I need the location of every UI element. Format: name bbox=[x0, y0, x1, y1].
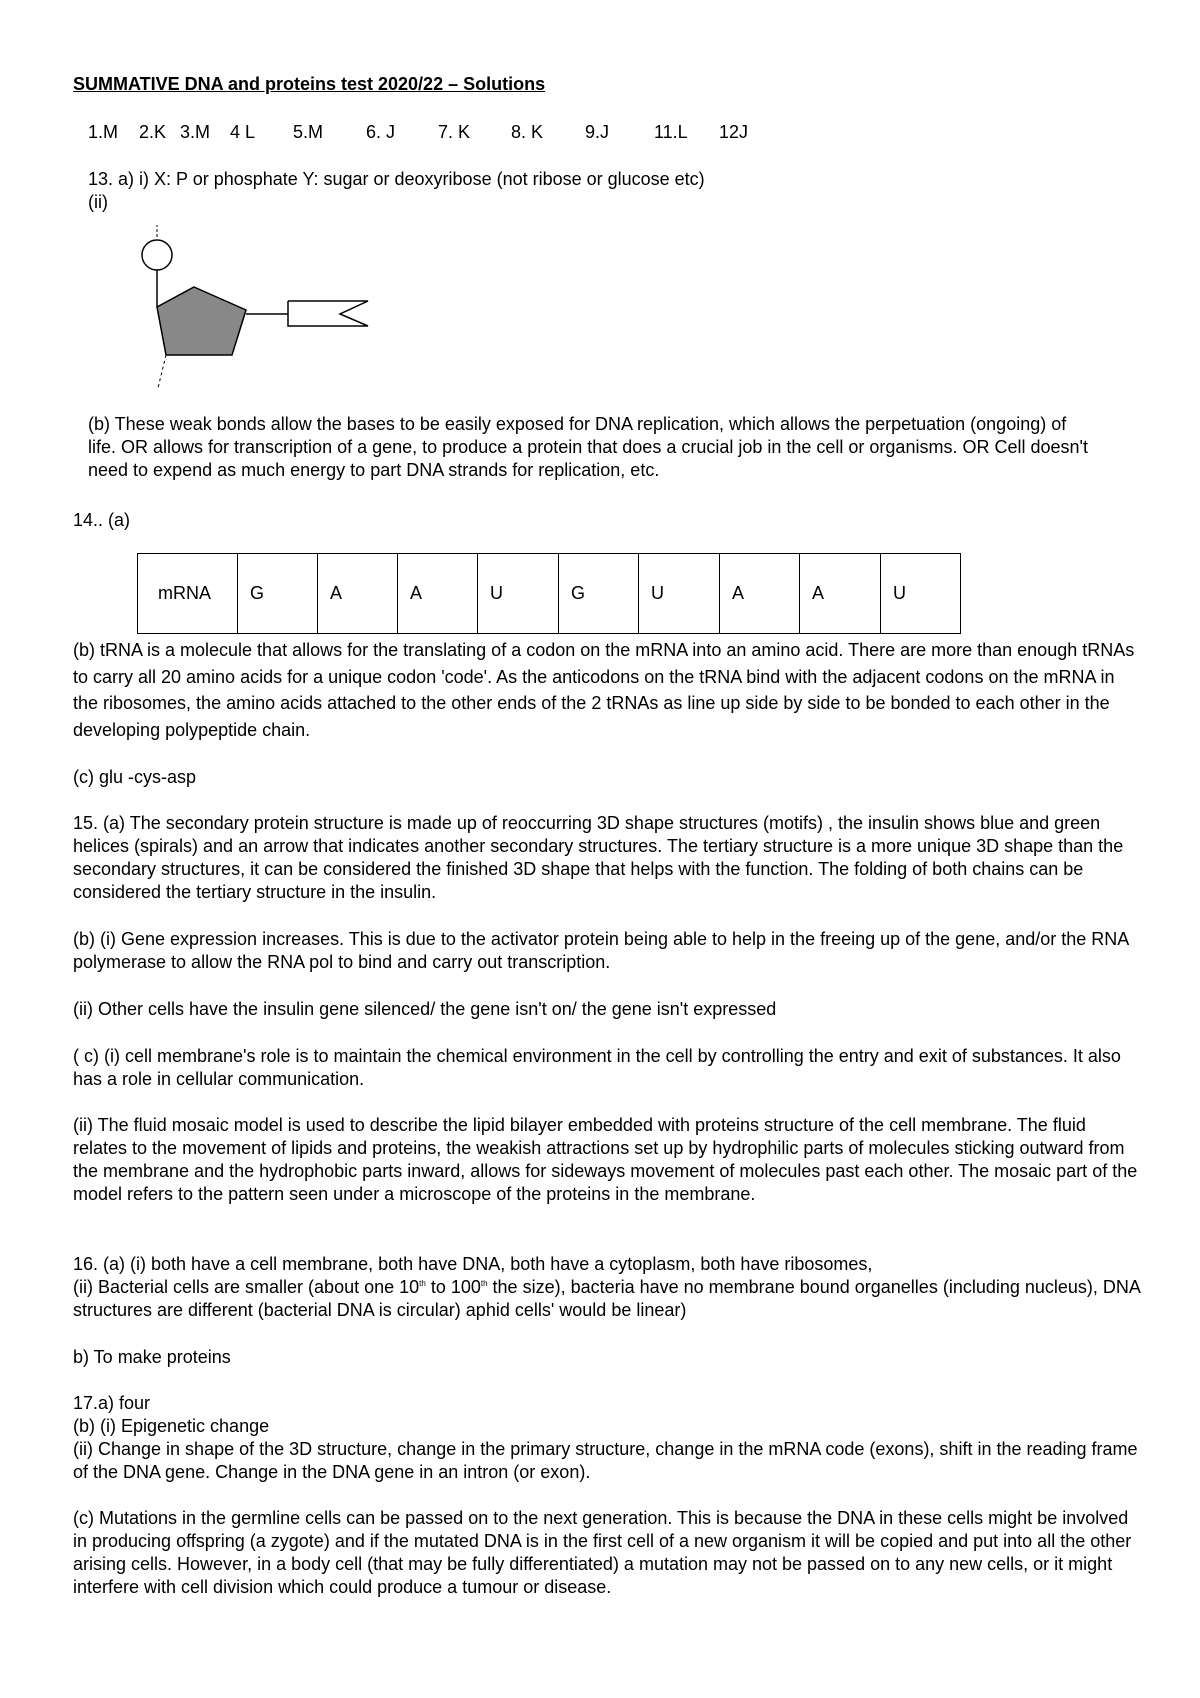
page-title: SUMMATIVE DNA and proteins test 2020/22 – Solutions bbox=[73, 74, 546, 94]
nucleotide-diagram bbox=[130, 225, 380, 395]
mc-answer: 7. K bbox=[438, 122, 471, 142]
mc-answer: 3.M bbox=[180, 122, 211, 142]
q16-a-ii-part3: the size), bacteria have no membrane bound organelles (including nucleus), DNA structures are different (bacterial DNA is circular) aphid cells' would be linear) bbox=[73, 1277, 1140, 1320]
q17-c: (c) Mutations in the germline cells can be passed on to the next generation. This is because the DNA in these cells might be involved in producing offspring (a zygote) and if the mutated DNA is in the first cell of a new organism it will be copied and put into all the other arising cells. However, in a body cell (that may be fully differentiated) a mutation may not be passed on to any new cells, or it might interfere with cell division which could produce a tumour or disease. bbox=[73, 1508, 1132, 1597]
table-cell: U bbox=[478, 554, 559, 634]
table-cell: G bbox=[238, 554, 318, 634]
q13-b: (b) These weak bonds allow the bases to be easily exposed for DNA replication, which allows the perpetuation (ongoing) of life. OR allows for transcription of a gene, to produce a protein that does a crucial job in the cell or organisms. OR Cell doesn't need to expend as much energy to part DNA strands for replication, etc. bbox=[88, 414, 1088, 480]
phosphate-circle bbox=[142, 240, 172, 270]
superscript: th bbox=[480, 1279, 488, 1288]
q15-b-ii: (ii) Other cells have the insulin gene silenced/ the gene isn't on/ the gene isn't expressed bbox=[73, 999, 777, 1019]
table-cell: A bbox=[720, 554, 800, 634]
q17-b-i: (b) (i) Epigenetic change bbox=[73, 1416, 270, 1436]
mc-answer: 12J bbox=[719, 122, 749, 142]
q16-a-ii-part2: to 100 bbox=[425, 1277, 481, 1297]
nitrogen-base-shape bbox=[288, 301, 368, 326]
q13-a-i: 13. a) i) X: P or phosphate Y: sugar or deoxyribose (not ribose or glucose etc) bbox=[88, 169, 705, 189]
mc-answer: 8. K bbox=[511, 122, 544, 142]
table-cell: A bbox=[398, 554, 478, 634]
q14-a: 14.. (a) bbox=[73, 510, 131, 530]
q14-c: (c) glu -cys-asp bbox=[73, 767, 197, 787]
q15-c-ii: (ii) The fluid mosaic model is used to describe the lipid bilayer embedded with proteins structure of the cell membrane. The fluid relates to the movement of lipids and proteins, the weakish attractions set up by hydrophilic parts of molecules sticking outward from the membrane and the hydrophobic parts inward, allows for sideways movement of molecules past each other. The mosaic part of the model refers to the pattern seen under a microscope of the proteins in the membrane. bbox=[73, 1115, 1138, 1204]
q16-b: b) To make proteins bbox=[73, 1347, 231, 1367]
deoxyribose-pentagon bbox=[157, 287, 246, 355]
q16-a-ii bbox=[73, 1276, 1143, 1322]
q16-a-i: 16. (a) (i) both have a cell membrane, both have DNA, both have a cytoplasm, both have ribosomes, bbox=[73, 1254, 873, 1274]
mc-answer: 1.M bbox=[88, 122, 119, 142]
mrna-table bbox=[137, 553, 961, 634]
mc-answer: 4 L bbox=[230, 122, 256, 142]
table-cell: A bbox=[800, 554, 881, 634]
q15-b-i: (b) (i) Gene expression increases. This is due to the activator protein being able to help in the freeing up of the gene, and/or the RNA polymerase to allow the RNA pol to bind and carry out transcription. bbox=[73, 929, 1129, 972]
mc-answer: 2.K bbox=[139, 122, 167, 142]
q16-a-ii-part1: (ii) Bacterial cells are smaller (about one 10 bbox=[73, 1277, 420, 1297]
q14-b: (b) tRNA is a molecule that allows for the translating of a codon on the mRNA into an amino acid. There are more than enough tRNAs to carry all 20 amino acids for a unique codon 'code'. As the anticodons on the tRNA bind with the adjacent codons on the mRNA in the ribosomes, the amino acids attached to the other ends of the 2 tRNAs as line up side by side to be bonded to each other in the developing polypeptide chain. bbox=[73, 640, 1135, 740]
table-cell: mRNA bbox=[138, 554, 238, 634]
table-cell: U bbox=[639, 554, 720, 634]
mc-answer: 6. J bbox=[366, 122, 396, 142]
table-row bbox=[138, 554, 961, 634]
superscript: th bbox=[419, 1279, 426, 1288]
mc-answer: 9.J bbox=[585, 122, 610, 142]
q13-a-ii: (ii) bbox=[88, 192, 108, 212]
q17-b-ii: (ii) Change in shape of the 3D structure, change in the primary structure, change in the mRNA code (exons), shift in the reading frame of the DNA gene. Change in the DNA gene in an intron (or exon). bbox=[73, 1439, 1138, 1482]
q15-a: 15. (a) The secondary protein structure is made up of reoccurring 3D shape structures (motifs) , the insulin shows blue and green helices (spirals) and an arrow that indicates another secondary structures. The tertiary structure is a more unique 3D shape than the secondary structures, it can be considered the finished 3D shape that helps with the function. The folding of both chains can be considered the tertiary structure in the insulin. bbox=[73, 813, 1124, 902]
table-cell: A bbox=[318, 554, 398, 634]
mc-answer: 5.M bbox=[293, 122, 324, 142]
table-cell: G bbox=[559, 554, 639, 634]
mc-answer: 11.L bbox=[654, 122, 688, 142]
q17-a: 17.a) four bbox=[73, 1393, 151, 1413]
q15-c-i: ( c) (i) cell membrane's role is to maintain the chemical environment in the cell by controlling the entry and exit of substances. It also has a role in cellular communication. bbox=[73, 1046, 1121, 1089]
sugar-bond-line bbox=[158, 355, 166, 388]
table-cell: U bbox=[881, 554, 961, 634]
